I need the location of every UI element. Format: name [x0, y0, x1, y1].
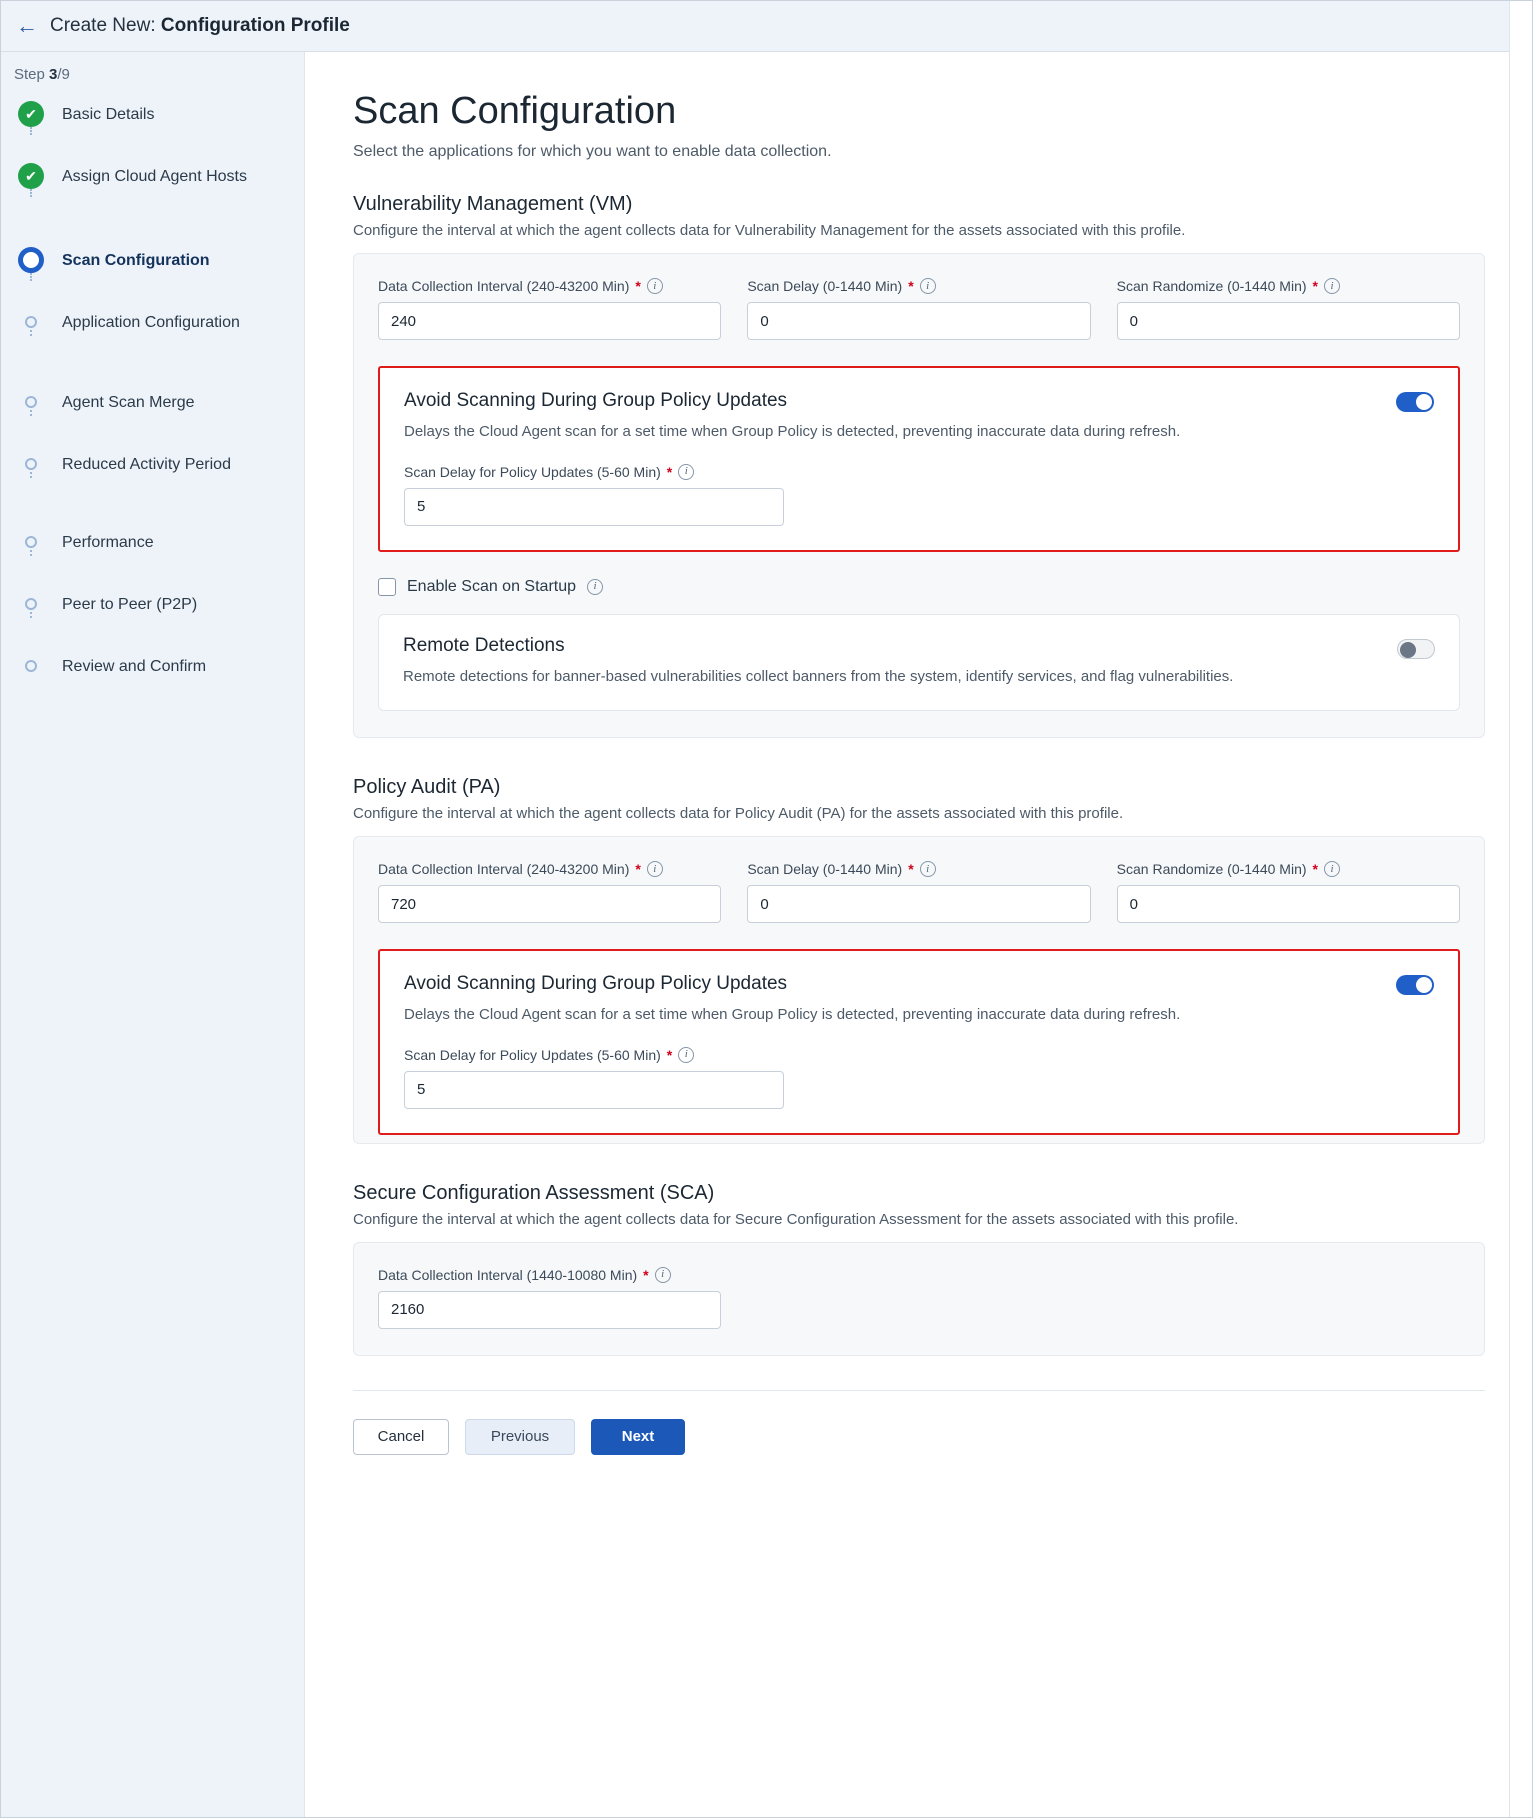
sidebar-item-label: Performance — [62, 534, 154, 551]
sca-interval-label — [378, 1267, 721, 1283]
sidebar-item-assign-cloud-agent-hosts[interactable] — [0, 163, 304, 247]
pending-step-icon — [25, 598, 37, 610]
vm-interval-label — [378, 278, 721, 294]
pa-avoid-scanning-toggle[interactable] — [1396, 975, 1434, 995]
vm-randomize-label — [1117, 278, 1460, 294]
wizard-footer — [353, 1390, 1485, 1485]
pa-avoid-scanning-desc: Delays the Cloud Agent scan for a set time when Group Policy is detected, preventing inaccurate data during refresh. — [404, 1006, 1181, 1023]
breadcrumb-title: Configuration Profile — [160, 14, 350, 36]
sidebar-item-reduced-activity-period[interactable] — [0, 451, 304, 529]
required-marker: * — [1312, 861, 1318, 877]
sca-field-row — [378, 1267, 1460, 1329]
required-marker: * — [666, 1046, 673, 1063]
sidebar-item-label: Review and Confirm — [62, 658, 207, 675]
label-text: Scan Delay for Policy Updates (5-60 Min) — [404, 1046, 661, 1063]
sidebar-item-label: Assign Cloud Agent Hosts — [62, 168, 247, 185]
step-connector — [30, 273, 32, 281]
pa-randomize-field — [1117, 861, 1460, 923]
pending-step-icon — [25, 536, 37, 548]
vm-policy-delay-input[interactable] — [404, 488, 784, 526]
breadcrumb-prefix: Create New: — [50, 14, 156, 36]
required-marker: * — [1312, 278, 1318, 294]
vm-enable-scan-on-startup-checkbox[interactable] — [378, 578, 396, 596]
info-icon[interactable]: i — [1324, 861, 1340, 877]
section-desc-pa: Configure the interval at which the agent collects data for Policy Audit (PA) for the assets associated with this profile. — [353, 805, 1124, 822]
label-text: Scan Delay (0-1440 Min) — [747, 278, 903, 294]
label-text: Scan Randomize (0-1440 Min) — [1116, 861, 1307, 877]
sidebar-item-peer-to-peer[interactable] — [0, 591, 304, 653]
step-bullet-wrap — [18, 653, 44, 672]
required-marker: * — [635, 861, 641, 877]
vm-randomize-field — [1117, 278, 1460, 340]
sidebar-item-label: Scan Configuration — [62, 252, 210, 269]
required-marker: * — [908, 278, 914, 294]
page-title: Scan Configuration — [353, 90, 677, 132]
step-connector — [30, 127, 32, 135]
section-desc-sca: Configure the interval at which the agent collects data for Secure Configuration Assessment for the assets associated with this profile. — [353, 1210, 1239, 1228]
step-bullet-wrap — [18, 309, 44, 328]
next-button[interactable]: Next — [591, 1419, 685, 1455]
toggle-knob — [1400, 642, 1416, 658]
step-bullet-wrap — [18, 247, 44, 273]
label-text: Data Collection Interval (240-43200 Min) — [378, 861, 630, 877]
vm-delay-field — [747, 278, 1090, 340]
pending-step-icon — [25, 458, 37, 470]
step-bullet-wrap — [18, 451, 44, 470]
sca-interval-field — [378, 1267, 721, 1329]
pa-delay-field — [747, 861, 1090, 923]
sidebar-item-label: Reduced Activity Period — [62, 456, 231, 473]
sca-interval-input[interactable] — [378, 1291, 721, 1329]
info-icon[interactable]: i — [920, 861, 936, 877]
vm-field-row — [378, 278, 1460, 340]
pa-avoid-scanning-title: Avoid Scanning During Group Policy Updates — [404, 973, 788, 994]
vm-interval-input[interactable] — [378, 302, 721, 340]
check-icon: ✔ — [18, 101, 44, 127]
info-icon[interactable]: i — [655, 1267, 671, 1283]
step-bullet-wrap — [18, 101, 44, 127]
info-icon[interactable]: i — [920, 278, 936, 294]
back-arrow-icon[interactable]: ← — [16, 12, 38, 38]
vm-enable-scan-on-startup-label: Enable Scan on Startup — [407, 577, 577, 595]
info-icon[interactable]: i — [678, 464, 694, 480]
pa-avoid-scanning-card — [378, 949, 1460, 1135]
pa-delay-input[interactable] — [747, 885, 1090, 923]
vm-interval-field — [378, 278, 721, 340]
vm-avoid-scanning-title: Avoid Scanning During Group Policy Updates — [404, 390, 788, 411]
pa-delay-label — [747, 861, 1090, 877]
toggle-knob — [1416, 977, 1432, 993]
page-breadcrumb — [50, 15, 350, 37]
info-icon[interactable]: i — [678, 1047, 694, 1063]
info-icon[interactable]: i — [647, 861, 663, 877]
pending-step-icon — [25, 396, 37, 408]
check-icon: ✔ — [18, 163, 44, 189]
sidebar-item-performance[interactable] — [0, 529, 304, 591]
cancel-button[interactable]: Cancel — [353, 1419, 449, 1455]
pa-interval-label — [378, 861, 721, 877]
pa-interval-input[interactable] — [378, 885, 721, 923]
label-text: Data Collection Interval (240-43200 Min) — [378, 278, 630, 294]
label-text: Scan Delay for Policy Updates (5-60 Min) — [404, 463, 661, 480]
pa-interval-field — [378, 861, 721, 923]
step-bullet-wrap — [18, 389, 44, 408]
step-bullet-wrap — [18, 163, 44, 189]
vm-delay-input[interactable] — [747, 302, 1090, 340]
step-counter — [0, 66, 304, 83]
pa-policy-delay-field — [404, 1047, 784, 1109]
vm-enable-scan-on-startup-row — [378, 578, 1460, 596]
pa-policy-delay-input[interactable] — [404, 1071, 784, 1109]
step-counter-current: 3 — [49, 66, 58, 83]
vm-avoid-scanning-toggle[interactable] — [1396, 392, 1434, 412]
section-title-vm: Vulnerability Management (VM) — [353, 193, 633, 215]
right-edge-gutter — [1509, 0, 1533, 1818]
step-bullet-wrap — [18, 591, 44, 610]
sidebar-item-label: Application Configuration — [62, 314, 240, 331]
pa-panel — [353, 836, 1485, 1144]
wizard-content — [304, 52, 1533, 1818]
sidebar-item-review-and-confirm[interactable] — [0, 653, 304, 715]
vm-remote-detections-toggle[interactable] — [1397, 639, 1435, 659]
pa-policy-delay-label — [404, 1047, 784, 1063]
pa-randomize-label — [1117, 861, 1460, 877]
sca-spacer-1 — [747, 1267, 1090, 1329]
info-icon[interactable]: i — [587, 579, 603, 595]
titlebar — [0, 0, 1533, 52]
vm-policy-delay-field — [404, 464, 784, 526]
required-marker: * — [643, 1266, 649, 1283]
sidebar-item-label: Basic Details — [62, 106, 155, 123]
section-title-pa: Policy Audit (PA) — [353, 776, 501, 798]
wizard-steps — [0, 101, 304, 715]
section-desc-vm: Configure the interval at which the agent collects data for Vulnerability Management for the assets associated with this profile. — [353, 222, 1186, 239]
toggle-knob — [1416, 394, 1432, 410]
page-subtitle: Select the applications for which you want to enable data collection. — [353, 143, 832, 160]
required-marker: * — [635, 278, 641, 294]
section-title-sca: Secure Configuration Assessment (SCA) — [353, 1181, 715, 1204]
pending-step-icon — [25, 316, 37, 328]
vm-policy-delay-label — [404, 464, 784, 480]
previous-button[interactable]: Previous — [465, 1419, 575, 1455]
sidebar-item-basic-details[interactable] — [0, 101, 304, 163]
vm-randomize-input[interactable] — [1117, 302, 1460, 340]
step-connector — [30, 189, 32, 197]
sidebar-item-application-configuration[interactable] — [0, 309, 304, 389]
sidebar-item-scan-configuration[interactable] — [0, 247, 304, 309]
vm-panel — [353, 253, 1485, 738]
sca-spacer-2 — [1117, 1267, 1460, 1329]
info-icon[interactable]: i — [1324, 278, 1340, 294]
label-text: Scan Randomize (0-1440 Min) — [1116, 278, 1307, 294]
step-bullet-wrap — [18, 529, 44, 548]
vm-avoid-scanning-card — [378, 366, 1460, 552]
sidebar-item-label: Agent Scan Merge — [62, 394, 195, 411]
sca-panel — [353, 1242, 1485, 1356]
pa-randomize-input[interactable] — [1117, 885, 1460, 923]
vm-remote-detections-card — [378, 614, 1460, 712]
info-icon[interactable]: i — [647, 278, 663, 294]
vm-delay-label — [747, 278, 1090, 294]
step-counter-total: /9 — [57, 66, 70, 83]
main-layout — [0, 52, 1533, 1818]
sidebar-item-label: Peer to Peer (P2P) — [62, 596, 198, 613]
required-marker: * — [666, 463, 673, 480]
pending-step-icon — [25, 660, 37, 672]
step-counter-prefix: Step — [14, 66, 50, 83]
vm-avoid-scanning-desc: Delays the Cloud Agent scan for a set time when Group Policy is detected, preventing inaccurate data during refresh. — [404, 423, 1181, 440]
pa-field-row — [378, 861, 1460, 923]
vm-remote-detections-desc: Remote detections for banner-based vulnerabilities collect banners from the system, identify services, and flag vulnerabilities. — [403, 667, 1234, 685]
required-marker: * — [908, 861, 914, 877]
label-text: Data Collection Interval (1440-10080 Min) — [378, 1266, 638, 1283]
vm-remote-detections-title: Remote Detections — [403, 634, 565, 656]
label-text: Scan Delay (0-1440 Min) — [747, 861, 903, 877]
current-step-icon — [18, 247, 44, 273]
wizard-sidebar — [0, 52, 304, 1818]
sidebar-item-agent-scan-merge[interactable] — [0, 389, 304, 451]
